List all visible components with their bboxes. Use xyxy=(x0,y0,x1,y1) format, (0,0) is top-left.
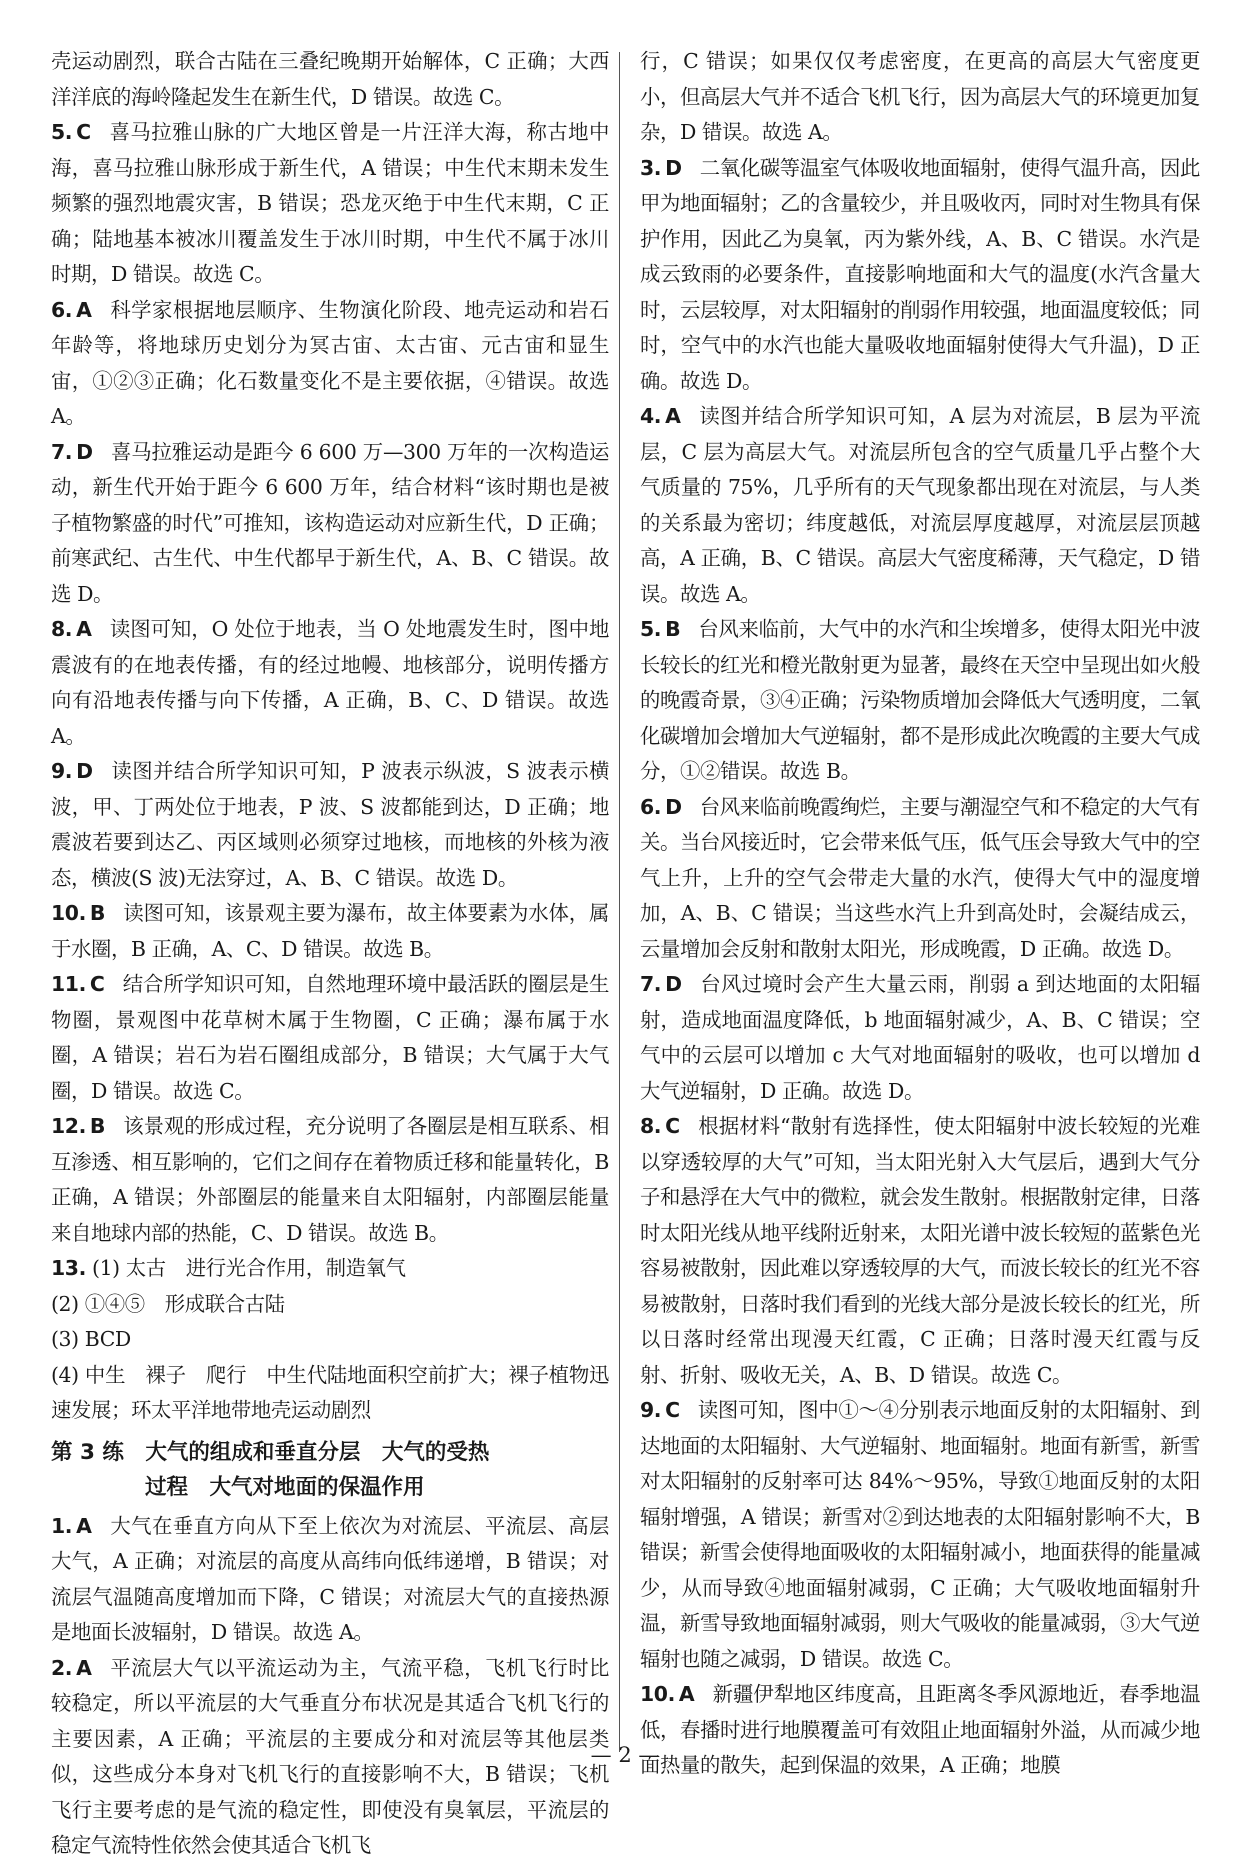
answer-letter: C xyxy=(89,972,105,996)
answer-q7 xyxy=(51,435,609,613)
answer-letter: D xyxy=(76,439,93,464)
explanation: 二氧化碳等温室气体吸收地面辐射，使得气温升高，因此甲为地面辐射；乙的含量较少，并且吸收丙，同时对生物具有保护作用，因此乙为臭氧，丙为紫外线，A、B、C 错误。水汽是成云致雨的必要条件，直接影响地面和大气的温度(水汽含量大时，云层较厚，对太阳辐射的削弱作用较强，地面温度较低；同时，空气中的水汽也能大量吸收地面辐射使得大气升温)，D 正确。故选 D。 xyxy=(640,155,1200,393)
explanation: 喜马拉雅运动是距今 6 600 万—300 万年的一次构造运动，新生代开始于距今 6 600 万年，结合材料“该时期也是被子植物繁盛的时代”可推知，该构造运动对应新生代，D 正确；前寒武纪、古生代、中生代都早于新生代，A、B、C 错误。故选 D。 xyxy=(51,439,609,606)
question-number: 1. xyxy=(51,1513,73,1538)
answer-s7 xyxy=(640,967,1200,1109)
answer-letter: A xyxy=(678,1682,695,1706)
answer-letter: C xyxy=(665,1114,680,1138)
left-column xyxy=(51,44,609,1864)
question-number: 11. xyxy=(51,972,86,996)
explanation: 读图并结合所学知识可知，P 波表示纵波，S 波表示横波，甲、丁两处位于地表，P 波、S 波都能到达，D 正确；地震波若要到达乙、丙区域则必须穿过地核，而地核的外核为液态，横波(S 波)无法穿过，A、B、C 错误。故选 D。 xyxy=(51,759,609,890)
answer-s3 xyxy=(640,151,1200,400)
answer-letter: A xyxy=(76,617,92,641)
explanation: 台风过境时会产生大量云雨，削弱 a 到达地面的太阳辐射，造成地面温度降低，b 地面辐射减少，A、B、C 错误；空气中的云层可以增加 c 大气对地面辐射的吸收，也可以增加 d 大气逆辐射，D 正确。故选 D。 xyxy=(640,972,1200,1103)
answer-letter: B xyxy=(89,901,106,925)
question-number: 6. xyxy=(640,794,662,819)
answer-letter: D xyxy=(665,972,682,996)
explanation: 根据材料“散射有选择性，使太阳辐射中波长较短的光难以穿透较厚的大气”可知，当太阳光射入大气层后，遇到大气分子和悬浮在大气中的微粒，就会发生散射。根据散射定律，日落时太阳光线从地平线附近射来，太阳光谱中波长较短的蓝紫色光容易被散射，因此难以穿透较厚的大气，而波长较长的红光不容易被散射，日落时我们看到的光线大部分是波长较长的红光，所以日落时经常出现漫天红霞，C 正确；日落时漫天红霞与反射、折射、吸收无关，A、B、D 错误。故选 C。 xyxy=(640,1114,1200,1387)
answer-s4 xyxy=(640,399,1200,612)
answer-s9 xyxy=(640,1393,1200,1677)
column-divider xyxy=(619,52,620,1752)
answer-letter: A xyxy=(76,1513,92,1538)
question-number: 6. xyxy=(51,297,73,322)
question-number: 9. xyxy=(640,1398,662,1422)
answer-letter: D xyxy=(665,794,682,819)
section-title-line-2: 过程 大气对地面的保温作用 xyxy=(145,1474,425,1500)
answer-q13 xyxy=(51,1251,609,1429)
section-title-line-1: 第 3 练 大气的组成和垂直分层 大气的受热 xyxy=(51,1439,490,1465)
answer-q5 xyxy=(51,115,609,293)
question-number: 7. xyxy=(640,972,662,996)
explanation: 大气在垂直方向从下至上依次为对流层、平流层、高层大气，A 正确；对流层的高度从高纬向低纬递增，B 错误；对流层气温随高度增加而下降，C 错误；对流层大气的直接热源是地面长波辐射，D 错误。故选 A。 xyxy=(51,1513,609,1644)
question-number: 5. xyxy=(640,617,662,641)
explanation: 读图可知，该景观主要为瀑布，故主体要素为水体，属于水圈，B 正确，A、C、D 错误。故选 B。 xyxy=(51,901,609,961)
answer-s8 xyxy=(640,1109,1200,1393)
right-column xyxy=(640,44,1200,1784)
question-number: 3. xyxy=(640,155,662,180)
answer-letter: D xyxy=(76,759,93,783)
answer-s5 xyxy=(640,612,1200,790)
explanation: 科学家根据地层顺序、生物演化阶段、地壳运动和岩石年龄等，将地球历史划分为冥古宙、太古宙、元古宙和显生宙，①②③正确；化石数量变化不是主要依据，④错误。故选 A。 xyxy=(51,297,609,428)
explanation: 结合所学知识可知，自然地理环境中最活跃的圈层是生物圈，景观图中花草树木属于生物圈，C 正确；瀑布属于水圈，A 错误；岩石为岩石圈组成部分，B 错误；大气属于大气圈，D 错误。故选 C。 xyxy=(51,972,609,1103)
q13-line-4: (4) 中生 裸子 爬行 中生代陆地面积空前扩大；裸子植物迅速发展；环太平洋地带地壳运动剧烈 xyxy=(51,1362,609,1422)
question-number: 13. xyxy=(51,1256,86,1280)
q13-line-3: (3) BCD xyxy=(51,1327,131,1351)
answer-q8 xyxy=(51,612,609,754)
question-number: 5. xyxy=(51,120,73,144)
answer-q9 xyxy=(51,754,609,896)
answer-q6 xyxy=(51,293,609,435)
answer-letter: A xyxy=(665,404,681,428)
question-number: 4. xyxy=(640,404,662,428)
answer-q11 xyxy=(51,967,609,1109)
answer-q10 xyxy=(51,896,609,967)
intro-paragraph: 壳运动剧烈，联合古陆在三叠纪晚期开始解体，C 正确；大西洋洋底的海岭隆起发生在新生代，D 错误。故选 C。 xyxy=(51,49,609,109)
section-title xyxy=(51,1435,609,1505)
q13-line-1 xyxy=(51,1251,609,1287)
page-number: — 2 — xyxy=(590,1743,660,1767)
explanation: 平流层大气以平流运动为主，气流平稳，飞机飞行时比较稳定，所以平流层的大气垂直分布状况是其适合飞机飞行的主要因素，A 正确；平流层的主要成分和对流层等其他层类似，这些成分本身对飞机飞行的直接影响不大，B 错误；飞机飞行主要考虑的是气流的稳定性，即使没有臭氧层，平流层的稳定气流特性依然会使其适合飞机飞 xyxy=(51,1655,609,1857)
answer-s2-continued: 行，C 错误；如果仅仅考虑密度，在更高的高层大气密度更小，但高层大气并不适合飞机飞行，因为高层大气的环境更加复杂，D 错误。故选 A。 xyxy=(640,49,1200,144)
answer-s6 xyxy=(640,790,1200,968)
explanation: 喜马拉雅山脉的广大地区曾是一片汪洋大海，称古地中海，喜马拉雅山脉形成于新生代，A 错误；中生代末期未发生频繁的强烈地震灾害，B 错误；恐龙灭绝于中生代末期，C 正确；陆地基本被冰川覆盖发生于冰川时期，中生代不属于冰川时期，D 错误。故选 C。 xyxy=(51,120,609,286)
answer-letter: B xyxy=(665,617,681,641)
answer-letter: B xyxy=(89,1114,106,1138)
answer-q12 xyxy=(51,1109,609,1251)
q13-part-1: (1) 太古 进行光合作用，制造氧气 xyxy=(92,1256,406,1280)
answer-letter: A xyxy=(76,1655,92,1680)
question-number: 8. xyxy=(51,617,73,641)
question-number: 2. xyxy=(51,1655,73,1680)
question-number: 8. xyxy=(640,1114,662,1138)
question-number: 10. xyxy=(51,901,86,925)
question-number: 9. xyxy=(51,759,73,783)
explanation: 读图可知，图中①～④分别表示地面反射的太阳辐射、到达地面的太阳辐射、大气逆辐射、地面辐射。地面有新雪，新雪对太阳辐射的反射率可达 84%～95%，导致①地面反射的太阳辐射增强，A 错误；新雪对②到达地表的太阳辐射影响不大，B 错误；新雪会使得地面吸收的太阳辐射减小，地面获得的能量减少，从而导致④地面辐射减弱，C 正确；大气吸收地面辐射升温，新雪导致地面辐射减弱，则大气吸收的能量减弱，③大气逆辐射也随之减弱，D 错误。故选 C。 xyxy=(640,1398,1200,1671)
answer-s1 xyxy=(51,1509,609,1651)
question-number: 10. xyxy=(640,1682,675,1706)
explanation: 读图可知，O 处位于地表，当 O 处地震发生时，图中地震波有的在地表传播，有的经过地幔、地核部分，说明传播方向有沿地表传播与向下传播，A 正确，B、C、D 错误。故选 A。 xyxy=(51,617,609,748)
explanation: 读图并结合所学知识可知，A 层为对流层，B 层为平流层，C 层为高层大气。对流层所包含的空气质量几乎占整个大气质量的 75%，几乎所有的天气现象都出现在对流层，与人类的关系最为密切；纬度越低，对流层厚度越厚，对流层层顶越高，A 正确，B、C 错误。高层大气密度稀薄，天气稳定，D 错误。故选 A。 xyxy=(640,404,1200,606)
explanation: 台风来临前，大气中的水汽和尘埃增多，使得太阳光中波长较长的红光和橙光散射更为显著，最终在天空中呈现出如火般的晚霞奇景，③④正确；污染物质增加会降低大气透明度，二氧化碳增加会增加大气逆辐射，都不是形成此次晚霞的主要大气成分，①②错误。故选 B。 xyxy=(640,617,1200,783)
explanation: 新疆伊犁地区纬度高，且距离冬季风源地近，春季地温低，春播时进行地膜覆盖可有效阻止地面辐射外溢，从而减少地面热量的散失，起到保温的效果，A 正确；地膜 xyxy=(640,1682,1200,1777)
answer-letter: C xyxy=(665,1398,680,1422)
question-number: 12. xyxy=(51,1114,86,1138)
explanation: 该景观的形成过程，充分说明了各圈层是相互联系、相互渗透、相互影响的，它们之间存在着物质迁移和能量转化，B 正确，A 错误；外部圈层的能量来自太阳辐射，内部圈层能量来自地球内部的热能，C、D 错误。故选 B。 xyxy=(51,1114,609,1245)
answer-letter: C xyxy=(76,120,91,144)
answer-letter: D xyxy=(665,155,682,180)
q13-line-2: (2) ①④⑤ 形成联合古陆 xyxy=(51,1291,285,1316)
explanation: 台风来临前晚霞绚烂，主要与潮湿空气和不稳定的大气有关。当台风接近时，它会带来低气压，低气压会导致大气中的空气上升，上升的空气会带走大量的水汽，使得大气中的湿度增加，A、B、C 错误；当这些水汽上升到高处时，会凝结成云，云量增加会反射和散射太阳光，形成晚霞，D 正确。故选 D。 xyxy=(640,794,1200,961)
question-number: 7. xyxy=(51,439,73,464)
answer-letter: A xyxy=(76,297,92,322)
